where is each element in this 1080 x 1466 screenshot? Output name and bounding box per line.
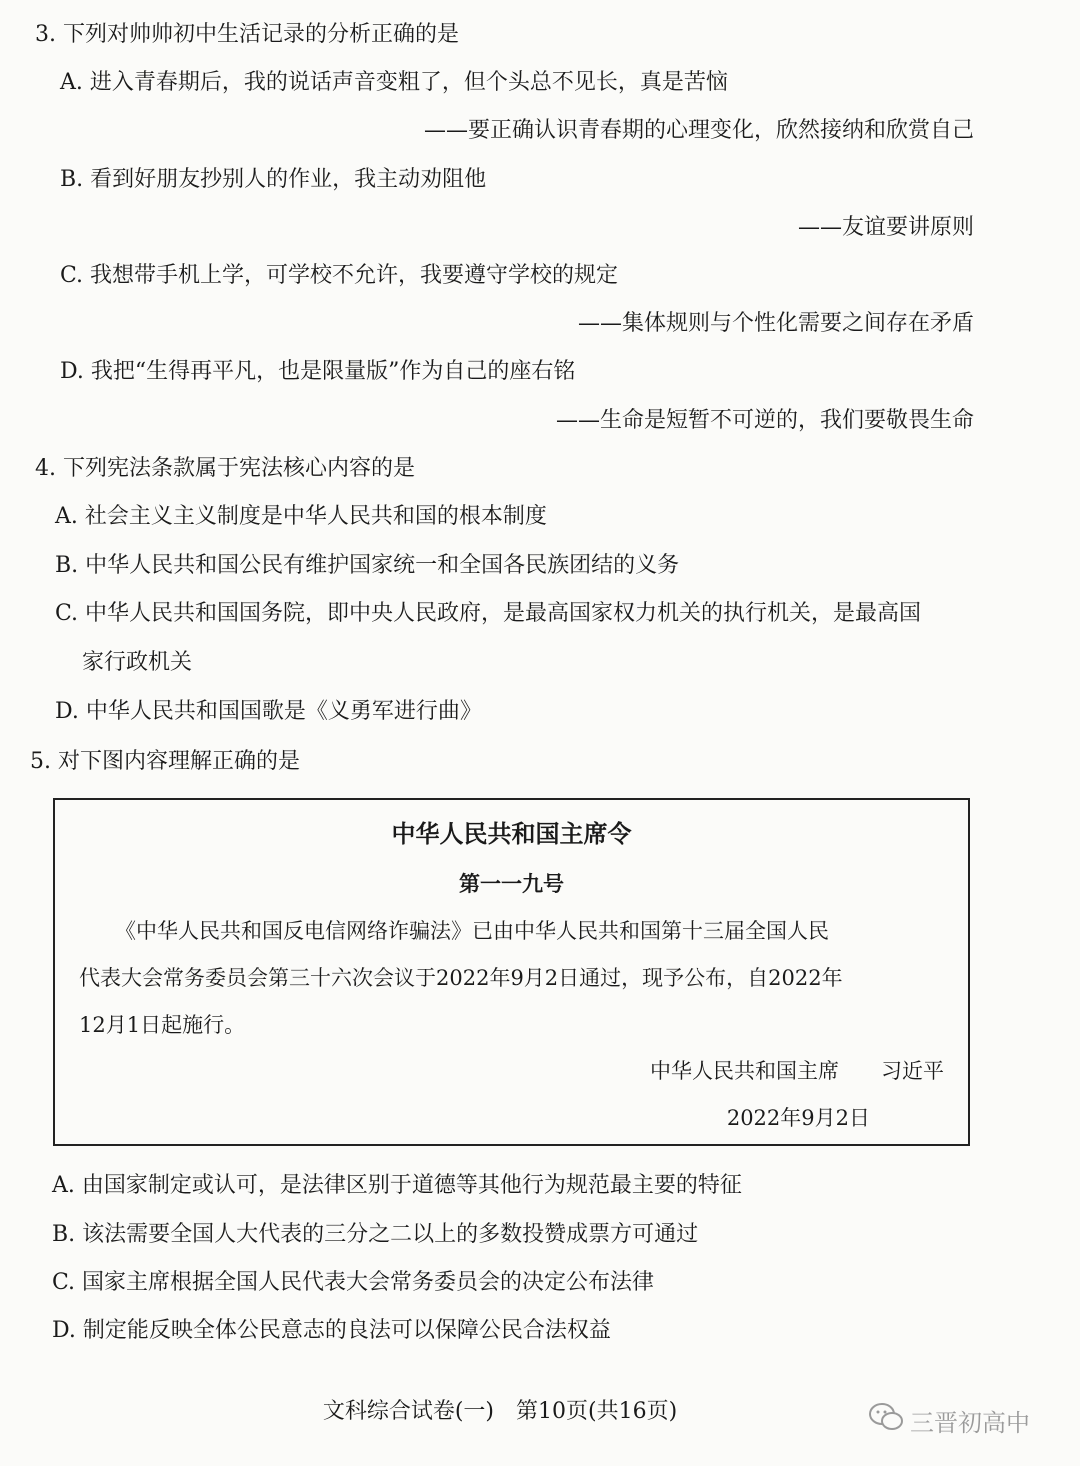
watermark-text: 三晋初高中 <box>910 1408 1030 1437</box>
q3-option-d-note: ——生命是短暂不可逆的，我们要敬畏生命 <box>555 408 974 433</box>
presidential-order-box <box>53 798 970 1146</box>
q3-option-a: A. 进入青春期后，我的说话声音变粗了，但个头总不见长，真是苦恼 <box>60 70 728 95</box>
q5-stem: 5. 对下图内容理解正确的是 <box>30 749 300 774</box>
q3-option-b: B. 看到好朋友抄别人的作业，我主动劝阻他 <box>60 167 487 192</box>
q5-option-a: A. 由国家制定或认可，是法律区别于道德等其他行为规范最主要的特征 <box>52 1173 742 1198</box>
order-signature: 中华人民共和国主席 习近平 <box>650 1059 944 1083</box>
q5-option-d: D. 制定能反映全体公民意志的良法可以保障公民合法权益 <box>52 1318 611 1343</box>
order-body-line-2: 代表大会常务委员会第三十六次会议于2022年9月2日通过，现予公布，自2022年 <box>79 966 843 990</box>
q4-option-a: A. 社会主义主义制度是中华人民共和国的根本制度 <box>55 504 547 529</box>
q4-option-c-cont: 家行政机关 <box>82 650 193 675</box>
order-date: 2022年9月2日 <box>726 1106 870 1130</box>
q3-option-c: C. 我想带手机上学，可学校不允许，我要遵守学校的规定 <box>60 263 619 288</box>
q3-stem: 3. 下列对帅帅初中生活记录的分析正确的是 <box>35 22 459 47</box>
order-number: 第一一九号 <box>459 871 564 896</box>
q4-option-c: C. 中华人民共和国国务院，即中央人民政府，是最高国家权力机关的执行机关，是最高国 <box>55 601 922 626</box>
q4-option-d: D. 中华人民共和国国歌是《义勇军进行曲》 <box>55 699 482 724</box>
q5-option-b: B. 该法需要全国人大代表的三分之二以上的多数投赞成票方可通过 <box>52 1222 699 1247</box>
q4-stem: 4. 下列宪法条款属于宪法核心内容的是 <box>35 456 415 481</box>
q3-option-b-note: ——友谊要讲原则 <box>797 215 974 240</box>
order-body-line-1: 《中华人民共和国反电信网络诈骗法》已由中华人民共和国第十三届全国人民 <box>115 919 829 943</box>
q3-option-c-note: ——集体规则与个性化需要之间存在矛盾 <box>577 311 974 336</box>
q4-option-b: B. 中华人民共和国公民有维护国家统一和全国各民族团结的义务 <box>55 553 680 578</box>
wechat-icon <box>868 1402 904 1438</box>
watermark <box>868 1402 1030 1438</box>
page-footer: 文科综合试卷(一) 第10页(共16页) <box>322 1399 678 1424</box>
q3-option-d: D. 我把“生得再平凡，也是限量版”作为自己的座右铭 <box>60 359 576 384</box>
q3-option-a-note: ——要正确认识青春期的心理变化，欣然接纳和欣赏自己 <box>423 118 974 143</box>
order-body-line-3: 12月1日起施行。 <box>79 1013 246 1037</box>
order-title: 中华人民共和国主席令 <box>391 819 632 848</box>
q5-option-c: C. 国家主席根据全国人民代表大会常务委员会的决定公布法律 <box>52 1270 655 1295</box>
